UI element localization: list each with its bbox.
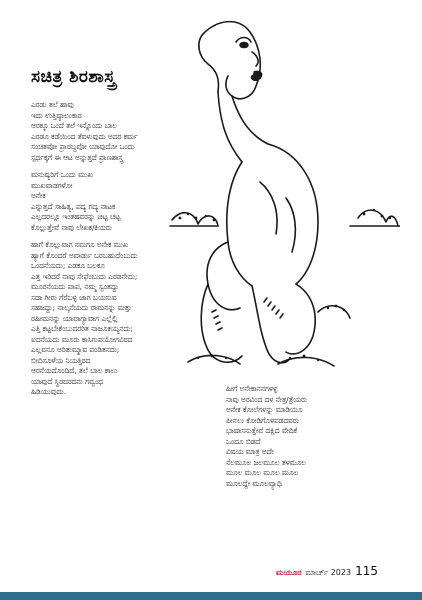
poem-line: ಎನ್ನುತ್ತದೆ ಸಾಹಿತ್ಯ, ಪದ್ಯ ಗದ್ಯ ನಾಟಕ <box>31 201 116 211</box>
stanza-3 <box>31 240 138 398</box>
magazine-logo: ಮಯೂರ <box>276 568 302 577</box>
poem-line: ಹ್ಯಾಗೆ ಕೊಂದರೆ ಅವಾರ್ಡು ಬರಬಹುದೆಂಬುದು <box>31 250 138 260</box>
poem-line: ಮನುಷ್ಯರಿಗೆ ಒಂದು ಮುಖ <box>31 170 93 179</box>
poem-line: ಹಿಡಿಯುವುದು. <box>31 387 67 396</box>
poem-line: ಒಂದನೆಯದು; ಎಡಕೂ ಬಲಕೂ <box>31 261 105 270</box>
poem-line: ಐದನೆಯದು ಮೂರು ಕಾಸಿಗುಪಯೋಗವಿರದ <box>31 334 133 344</box>
stanza-2 <box>31 170 120 233</box>
poem-line: ಕೊಲ್ಲುತ್ತೇವೆ ನಾವು ಲೇಖಕ/ಕಿಯರು <box>31 222 112 232</box>
poem-line: ಪೀನಲು ಕೋಡಿಗೊಳಪಡದವರು <box>226 415 299 425</box>
poem-line: ಇದು ಉತ್ತಿಷ್ಠಾಲಂಕಾರ <box>31 110 82 120</box>
poem-line: ಸಂಚಿತವೋ ಪ್ರಾರಬ್ಧವೋ ಯಾವುದೋ ಒಂದು <box>31 142 135 151</box>
head-figure-illustration <box>168 12 400 384</box>
stanza-1 <box>31 100 138 163</box>
poem-line: ಎಲ್ಲವನೂ ಅರಿತುಮ್ಮಾವ ಪಂಡಿತನದು; <box>31 345 120 354</box>
poem-line: ನಾವು ಅರವಿಂದ ದಳ ನೇತ್ರ/ತ್ರೆಯರು <box>226 394 308 404</box>
bottom-color-strip <box>0 592 422 600</box>
poem-line: ಮುಖವಾಡಗಳೋ <box>31 180 73 190</box>
poem-line: ಅನೇಕ ಕೋಲೆಗಳನ್ನು ಮಾಡಿಯೂ <box>226 405 303 414</box>
poem-line: ಒಂದೂ ಬಿಡದೆ <box>226 436 261 446</box>
poem-line: ಆರನೆಯದೊಂದಿದೆ, ತಲೆ ಬಾಲ ಕಾಲು <box>31 366 118 375</box>
poem-line: ಎತ್ತಿ ಕಟ್ಟಬೇಕೆಂಬುದರರಿತ ನಾಜೂಕಯ್ಯನದು; <box>31 324 133 333</box>
page-footer <box>276 564 378 578</box>
poem-line: ಎಲ್ಲದರಲ್ಲೂ ಇಂತಹವರನ್ನು ಚಟ್ಟ ಚಟ್ಟ <box>31 212 121 221</box>
poem-line: ಹೀಗೆ ಅನೇಕಾನನಗಳಳ್ಳ <box>226 384 278 393</box>
poem-line: ಎತ್ತ ಇರಿದರೆ ನಾವು ಸೇಫೆಂಬುದು ಎರಡನೇದು; <box>31 271 138 281</box>
poem-line: ಎರಡು ತಲೆ ಹಾವು <box>31 100 74 109</box>
poem-line: ಮೂಲ ಮೂಲ ಮೂಲ ಮೂಲ <box>226 468 299 477</box>
poem-line: ಮೂಲದ್ದೇ ಮೂಲವ್ಯಾಧಿ <box>226 478 282 488</box>
poem-line: ಆರಕ್ಕೂ ಒಂದೆ ತಲೆ ಇನ್ನೊಂದು ಬಾಲ <box>31 121 117 130</box>
issue-date: ಮಾರ್ಚ್ 2023 <box>305 568 352 577</box>
poem-line: ಎರಡೂ ಕಡೆಯಿಂದ ತೆವಳುವುದು ಅದರ ಕರ್ಮ <box>31 131 138 141</box>
poem-title: ಸಚಿತ್ರ ಶಿರಶಾಸ್ತ್ರ <box>31 67 116 87</box>
poem-line: ನೆಲಮೂಲ ಜಲಮೂಲ ತಳಮೂಲ <box>226 457 306 467</box>
poem-line: ಸದಾ ಗೀರು ಗೆರೆಬಳ್ಳ ಜಾಗ ಬಯಸುವ <box>31 292 117 302</box>
stanza-4 <box>226 384 307 489</box>
poem-line: ಮೂರನೆಯದು ಪಾಪ, ನಮ್ಮ ಸ್ವಂತದ್ದು <box>31 282 119 291</box>
poem-line: ಸಹಜದ್ದು; ನಾಲ್ಕನೆಯದು ರಾಮನನ್ನು ಮತ್ತು <box>31 303 132 312</box>
poem-line: ಯಾವುದೆ ಸ್ಥಿರದರದನು ಗವ್ವಂಧ <box>31 376 104 386</box>
poem-line: ಬೀದಿಸೂಳೆಯ ನಿಯತ್ತಿರದ <box>31 355 91 365</box>
poem-line: ವಿಷಯ ಮಾತ್ರ ಅದೇ <box>226 447 274 456</box>
poem-line: ಭಾಷಾಸನುತ್ತೇವೆ ದಕ್ಷಿದ ವೇದಿಕೆ <box>226 426 298 435</box>
poem-line: ಹಾಗೆ ಕೊಲ್ಲುವಾಗ ನಮಗೂ ಅನೇಕ ಮುಖ <box>31 240 129 249</box>
poem-line: ರಹೀಮನನ್ನು ಯಾವಾಗ್ಯಾವಾಗ ಎಲ್ಲೆಲ್ಲಿ <box>31 313 118 323</box>
poem-line: ಅನೇಕ <box>31 191 46 200</box>
page-number: 115 <box>355 564 378 578</box>
poem-line: ಸ್ಪರ್ಧಕ್ಕಗೆ ಈ ಆಟ ಅನ್ನುತ್ತದೆ ಪ್ರಾಣಶಾಸ್ತ್ರ <box>31 152 124 162</box>
